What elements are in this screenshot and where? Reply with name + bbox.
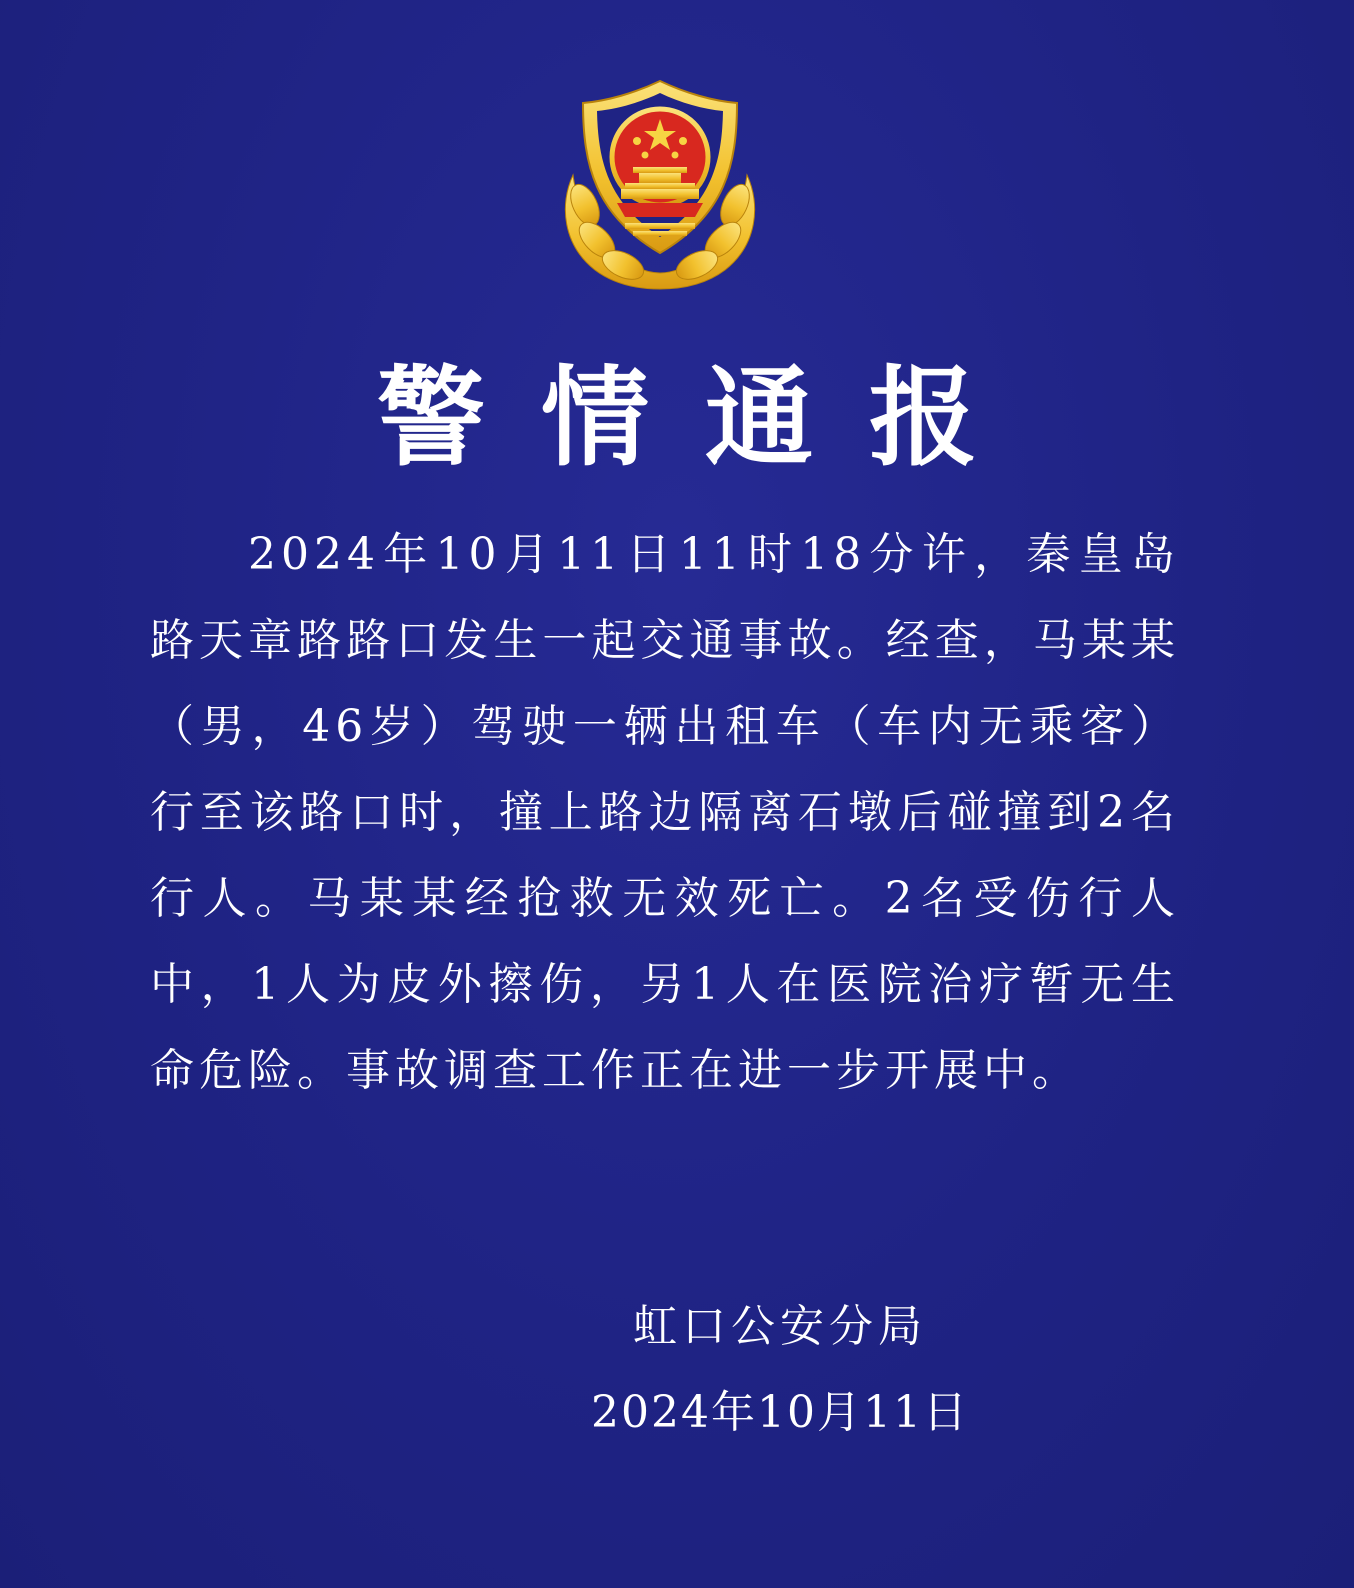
notice-title: 警情通报 [376, 355, 1033, 481]
notice-body: 2024年10月11日11时18分许，秦皇岛路天章路路口发生一起交通事故。经查，马某某（男，46岁）驾驶一辆出租车（车内无乘客）行至该路口时，撞上路边隔离石墩后碰撞到2名行人。马某某经抢救无效死亡。2名受伤行人中，1人为皮外擦伤，另1人在医院治疗暂无生命危险。事故调查工作正在进一步开展中。 [150, 529, 1180, 1096]
issuing-authority: 虹口公安分局 [633, 1301, 927, 1352]
issue-date: 2024年10月11日 [591, 1387, 969, 1438]
police-emblem-icon [555, 75, 765, 295]
